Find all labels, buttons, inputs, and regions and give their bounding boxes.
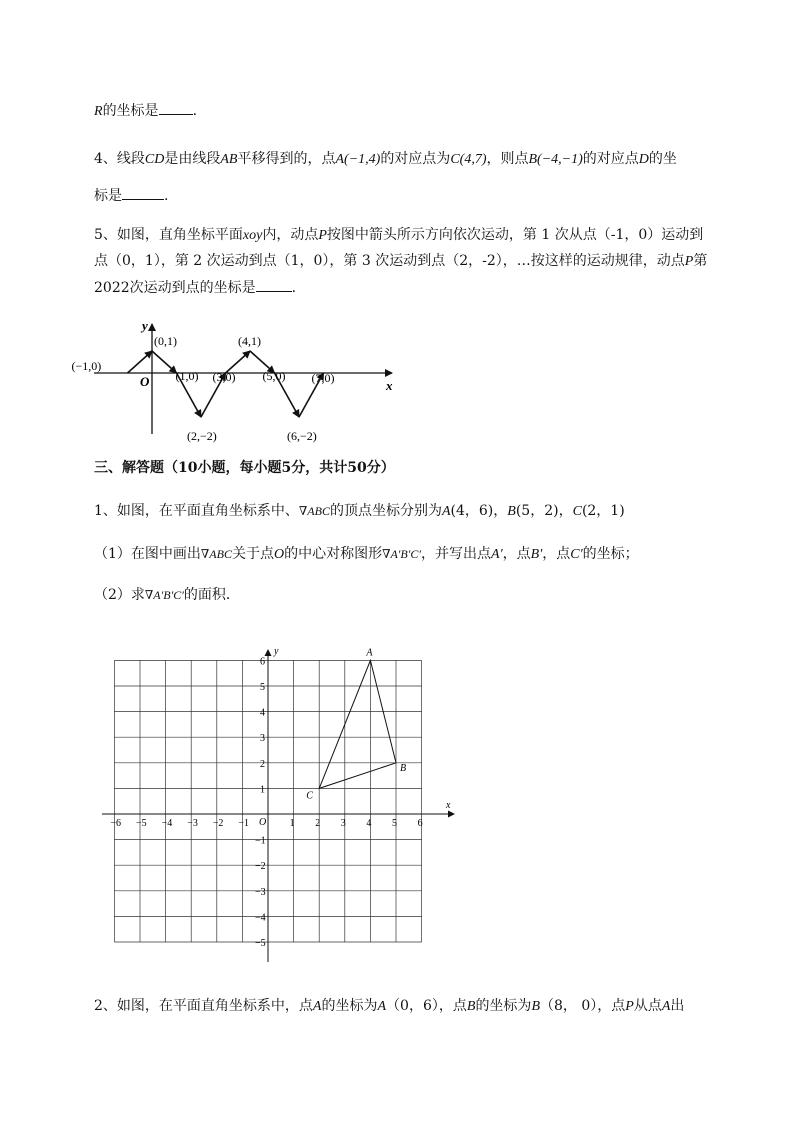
point-label: (3,0) (212, 370, 236, 384)
s1-p2-tri: ∇A′B′C′ (144, 588, 184, 602)
x-tick-label: −4 (161, 818, 173, 829)
q4-text-a: 线段 (116, 151, 145, 167)
y-tick-label: 2 (260, 758, 265, 770)
y-tick-label: −2 (255, 861, 266, 873)
vertex-label: C (306, 790, 313, 802)
prev-question-tail (94, 100, 197, 122)
vertex-label: A (366, 647, 373, 659)
q5-line2: 点（0，1），第 2 次运动到点（1，0），第 3 次运动到点（2，-2），…按这样的运动规律，动点 (94, 253, 685, 269)
x-tick-label: 1 (289, 818, 295, 829)
q4-seg-ab: AB (220, 152, 238, 167)
s1-p2-b: 的面积． (183, 587, 240, 603)
y-tick-label: 4 (260, 707, 265, 719)
y-tick-label: −1 (255, 835, 266, 847)
point-label: (4,1) (238, 334, 261, 348)
y-tick-label: 3 (260, 733, 265, 745)
grid-figure (100, 640, 460, 970)
q4-end: . (164, 188, 169, 204)
x-tick-label: 5 (392, 818, 397, 829)
s2-text-d: 从点 (633, 998, 662, 1014)
x-tick-label: 3 (340, 818, 346, 829)
x-tick-label: −3 (187, 818, 198, 829)
y-tick-label: −4 (255, 912, 266, 924)
y-tick-label: 6 (260, 656, 265, 668)
s1-a-coord: (4，6)， (450, 503, 508, 519)
motion-segment (152, 351, 177, 373)
tick-labels (110, 656, 422, 949)
s1-tri-abc: ∇ABC (298, 504, 330, 518)
s1-p1-c1: C′ (570, 547, 583, 562)
q5-var-p: P (318, 228, 327, 243)
y-tick-label: −3 (255, 886, 266, 898)
q4-number: 4、 (94, 151, 117, 167)
q5-line3: 2022次运动到点的坐标是 (94, 280, 256, 296)
x-tick-label: 4 (366, 818, 372, 829)
s1-p2-a: 求 (130, 587, 145, 603)
grid-x-label: x (446, 800, 451, 811)
s1-p1-a: 在图中画出 (130, 546, 201, 562)
s2-number: 2、 (94, 998, 117, 1014)
motion-segment (128, 351, 153, 373)
s1-p1-tri: ∇ABC (200, 547, 232, 561)
x-tick-label: 6 (417, 818, 423, 829)
s1-p1-b1: B′ (530, 547, 543, 562)
q4-point-b: B(−4,−1) (528, 152, 583, 167)
q5-line1-c: 按图中箭头所示方向依次运动，第 1 次从点（-1，0）运动到 (326, 227, 704, 243)
x-tick-label: −6 (110, 818, 122, 829)
prev-tail-text: 的坐标是 (102, 103, 159, 119)
grid-origin-label: O (259, 817, 267, 828)
question-4-line-2 (94, 185, 168, 206)
point-label: (7,0) (311, 371, 335, 385)
s1-c-coord: (2，1) (581, 503, 625, 519)
question-4-line-1 (94, 149, 677, 170)
s1-part-1 (94, 544, 639, 565)
q4-text-c: 平移得到的，点 (237, 151, 336, 167)
x-axis-label: x (386, 378, 393, 393)
s1-b-var: B (507, 504, 516, 519)
s1-c-var: C (572, 504, 582, 519)
q5-plane: xoy (242, 228, 263, 243)
q5-line1-b: 内，动点 (262, 227, 319, 243)
s1-text-a: 如图，在平面直角坐标系中、 (116, 503, 299, 519)
s1-p1-c: 的中心对称图形 (284, 546, 383, 562)
q5-number: 5、 (94, 227, 117, 243)
x-tick-label: 2 (315, 818, 321, 829)
s1-b-coord: (5，2)， (515, 503, 573, 519)
q4-text-d: 的对应点为 (380, 151, 451, 167)
q4-text-e: ，则点 (486, 151, 529, 167)
x-tick-label: −2 (212, 818, 224, 829)
vertex-label: B (400, 762, 407, 774)
answer-blank[interactable] (256, 277, 292, 292)
y-axis-label: y (142, 318, 148, 333)
question-5-line-3 (94, 277, 296, 298)
motion-path (128, 351, 324, 417)
origin-label: O (140, 374, 150, 389)
question-5-line-1 (94, 225, 703, 246)
s2-text-c: 的坐标为 (475, 998, 532, 1014)
q4-var-d: D (638, 152, 649, 167)
s1-number: 1、 (94, 503, 117, 519)
q5-line3-end: . (291, 280, 297, 296)
s2-a-var2: A (377, 999, 387, 1014)
s1-a-var: A (441, 504, 451, 519)
point-label: (−1,0) (71, 359, 102, 373)
s2-text-b: 的坐标为 (321, 998, 378, 1014)
s2-a-var: A (312, 999, 322, 1014)
q4-line2: 标是 (94, 188, 122, 204)
q4-text-f: 的对应点 (582, 151, 639, 167)
point-label: (6,−2) (287, 429, 317, 443)
s1-p1-g: 的坐标； (582, 546, 639, 562)
question-5-line-2 (94, 251, 707, 272)
s1-p1-e: ，点 (502, 546, 531, 562)
point-label: (0,1) (154, 334, 177, 348)
s1-p1-f: ，点 (542, 546, 571, 562)
prev-tail-end: . (192, 103, 198, 119)
zigzag-figure (71, 318, 404, 443)
point-label: (2,−2) (187, 429, 217, 443)
s1-p1-d: ，并写出点 (421, 546, 492, 562)
q4-point-a: A(−1,4) (335, 152, 381, 167)
answer-blank[interactable] (159, 100, 193, 115)
s2-b-var2: B (531, 999, 540, 1014)
x-tick-label: −1 (238, 818, 250, 829)
triangle-abc (306, 647, 406, 801)
s1-p1-num: （1） (94, 546, 131, 562)
q5-line1-a: 如图，直角坐标平面 (116, 227, 243, 243)
answer-blank[interactable] (122, 185, 164, 200)
s1-line-1 (94, 501, 625, 522)
s2-a-coord: （0，6），点 (386, 998, 467, 1014)
grid-y-label: y (274, 646, 279, 657)
q4-seg-cd: CD (144, 152, 165, 167)
s1-p1-a1: A′ (491, 547, 503, 562)
point-label: (5,0) (262, 369, 286, 383)
s1-p1-tri2: ∇A′B′C′ (382, 547, 422, 561)
s2-p-var: P (625, 999, 634, 1014)
x-tick-label: −5 (136, 818, 147, 829)
s2-text-a: 如图，在平面直角坐标系中，点 (116, 998, 313, 1014)
y-tick-label: −5 (255, 938, 266, 949)
point-label: (1,0) (175, 369, 199, 383)
s1-p1-o: O (273, 547, 285, 562)
s1-p2-num: （2） (94, 587, 131, 603)
s2-line-1 (94, 996, 684, 1017)
s1-p1-b: 关于点 (231, 546, 274, 562)
q4-text-g: 的坐 (648, 151, 677, 167)
s2-b-coord: （8， 0），点 (540, 998, 626, 1014)
s1-text-b: 的顶点坐标分别为 (329, 503, 442, 519)
q4-point-c: C(4,7) (450, 152, 487, 167)
var-r: R (94, 104, 103, 119)
y-tick-label: 1 (260, 784, 265, 796)
s2-b-var: B (466, 999, 476, 1014)
s1-part-2 (94, 585, 240, 605)
point-labels (72, 334, 335, 443)
q5-line2-p: P (684, 254, 694, 269)
q5-line2-end: 第 (693, 253, 708, 269)
section-3-heading: 三、解答题（10小题，每小题5分，共计50分） (94, 460, 395, 476)
triangle-outline (319, 660, 396, 788)
s2-a-var3: A (661, 999, 671, 1014)
y-tick-label: 5 (260, 682, 265, 693)
s2-text-e: 出 (670, 998, 685, 1014)
q4-text-b: 是由线段 (164, 151, 221, 167)
